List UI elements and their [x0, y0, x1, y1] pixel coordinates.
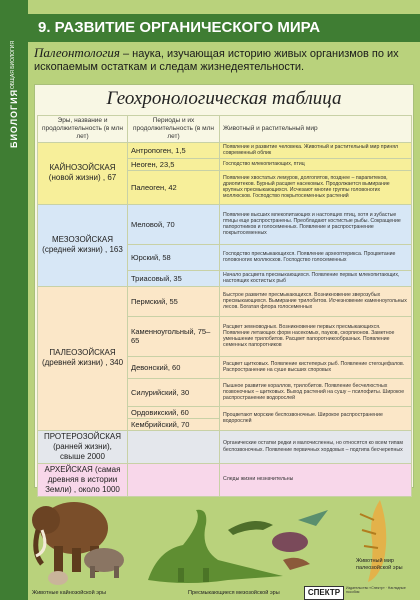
events-cell: Господство млекопитающих, птиц: [220, 158, 412, 170]
period-cell: Девонский, 60: [128, 356, 220, 378]
geochronology-table: [37, 115, 412, 497]
period-cell: Пермский, 55: [128, 286, 220, 316]
era-proterozoic: ПРОТЕРОЗОЙСКАЯ (ранней жизни), свыше 2000: [38, 430, 128, 463]
geochronology-panel: [34, 84, 414, 494]
period-cell: Триасовый, 35: [128, 270, 220, 286]
period-cell: Антропоген, 1,5: [128, 143, 220, 159]
period-cell: Кембрийский, 70: [128, 418, 220, 430]
header-period: Периоды и их продолжительность (в млн лет): [128, 116, 220, 143]
events-cell: Господство пресмыкающихся. Появление археоптерикса. Процветание головоногих моллюсков. Господство голосеменных: [220, 244, 412, 270]
header-era: Эры, название и продолжительность (в млн лет): [38, 116, 128, 143]
events-cell: Появление высших млекопитающих и настоящих птиц, хотя и зубастые птицы еще распространены. Преобладают костистые рыбы. Сокращение папоротников и голосеменных. Появление и распространение покрытосеменных: [220, 204, 412, 244]
dinosaur-illustration: [148, 510, 328, 583]
illustration-art: [28, 490, 420, 600]
period-cell: Палеоген, 42: [128, 170, 220, 204]
events-cell: Появление хвостатых лемуров, долгопятов, позднее – парапитеков, дриопитеков. Бурный расцвет насекомых. Продолжается вымирание крупных пресмыкающихся. Исчезают многие группы головоногих моллюсков. Господство покрытосеменных растений: [220, 170, 412, 204]
caption-paleozoic: Животный мир палеозойской эры: [356, 558, 403, 571]
period-cell: Юрский, 58: [128, 244, 220, 270]
period-cell: Каменноугольный, 75–65: [128, 316, 220, 356]
era-paleozoic: ПАЛЕОЗОЙСКАЯ (древней жизни) , 340: [38, 286, 128, 430]
events-cell: Пышное развитие кораллов, трилобитов. Появление бесчелюстных позвоночных – щитковых. Выход растений на сушу – псилофиты. Широкое распространение водорослей: [220, 378, 412, 406]
header-life: Животный и растительный мир: [220, 116, 412, 143]
table-row: [38, 286, 412, 316]
events-cell: Следы жизни незначительны: [220, 463, 412, 496]
sidebar-title: [2, 8, 26, 148]
events-cell: Органические остатки редки и малочисленны, но относятся ко всем типам беспозвоночных. Появление первичных хордовых – подтипа бесчерепных: [220, 430, 412, 463]
definition: [34, 46, 414, 74]
period-cell: Неоген, 23,5: [128, 158, 220, 170]
table-title: Геохронологическая таблица: [106, 88, 342, 109]
illustrations: [28, 490, 420, 600]
table-row: [38, 430, 412, 463]
subject-subtitle: ОБЩАЯ БИОЛОГИЯ: [10, 40, 16, 89]
publisher-logo: СПЕКТР: [304, 586, 344, 600]
sidebar: [0, 0, 28, 600]
period-cell: Меловой, 70: [128, 204, 220, 244]
era-mesozoic: МЕЗОЗОЙСКАЯ (средней жизни) , 163: [38, 204, 128, 286]
definition-term: Палеонтология: [34, 45, 120, 60]
events-cell: Процветают морские беспозвоночные. Широкое распространение водорослей: [220, 406, 412, 430]
subject-label: БИОЛОГИЯ: [9, 88, 19, 148]
era-cenozoic: КАЙНОЗОЙСКАЯ (новой жизни) , 67: [38, 143, 128, 205]
period-cell: Ордовикский, 60: [128, 406, 220, 418]
definition-text: – наука, изучающая историю живых организмов по их ископаемым остаткам и следам жизнедеятельности.: [34, 48, 399, 73]
table-row: [38, 204, 412, 244]
events-cell: Расцвет земноводных. Возникновение первых пресмыкающихся. Появление летающих форм насекомых, пауков, скорпионов. Заметное уменьшение трилобитов. Расцвет папоротникообразных. Появление семенных папоротников: [220, 316, 412, 356]
era-archean: АРХЕЙСКАЯ (самая древняя в истории Земли) , около 1000: [38, 463, 128, 496]
table-header-row: [38, 116, 412, 143]
table-row: [38, 143, 412, 159]
period-cell: Силурийский, 30: [128, 378, 220, 406]
caption-cenozoic: Животные кайнозойской эры: [32, 590, 107, 596]
events-cell: Расцвет щитковых. Появление кистеперых рыб. Появление стегоцефалов. Распространение на суше высших споровых: [220, 356, 412, 378]
publisher-info: Издательство «Спектр» · Наглядные пособия: [346, 586, 406, 594]
poster-body: [28, 0, 420, 600]
caption-mesozoic: Пресмыкающиеся мезозойской эры: [188, 590, 280, 596]
events-cell: Начало расцвета пресмыкающихся. Появление первых млекопитающих, настоящих костистых рыб: [220, 270, 412, 286]
poster-title: 9. РАЗВИТИЕ ОРГАНИЧЕСКОГО МИРА: [28, 14, 420, 42]
events-cell: Появление и развитие человека. Животный и растительный мир принял современный облик: [220, 143, 412, 159]
events-cell: Быстрое развитие пресмыкающихся. Возникновение зверозубых пресмыкающихся. Вымирание трилобитов. Исчезновение каменноугольных лесов. Богатая флора голосеменных: [220, 286, 412, 316]
